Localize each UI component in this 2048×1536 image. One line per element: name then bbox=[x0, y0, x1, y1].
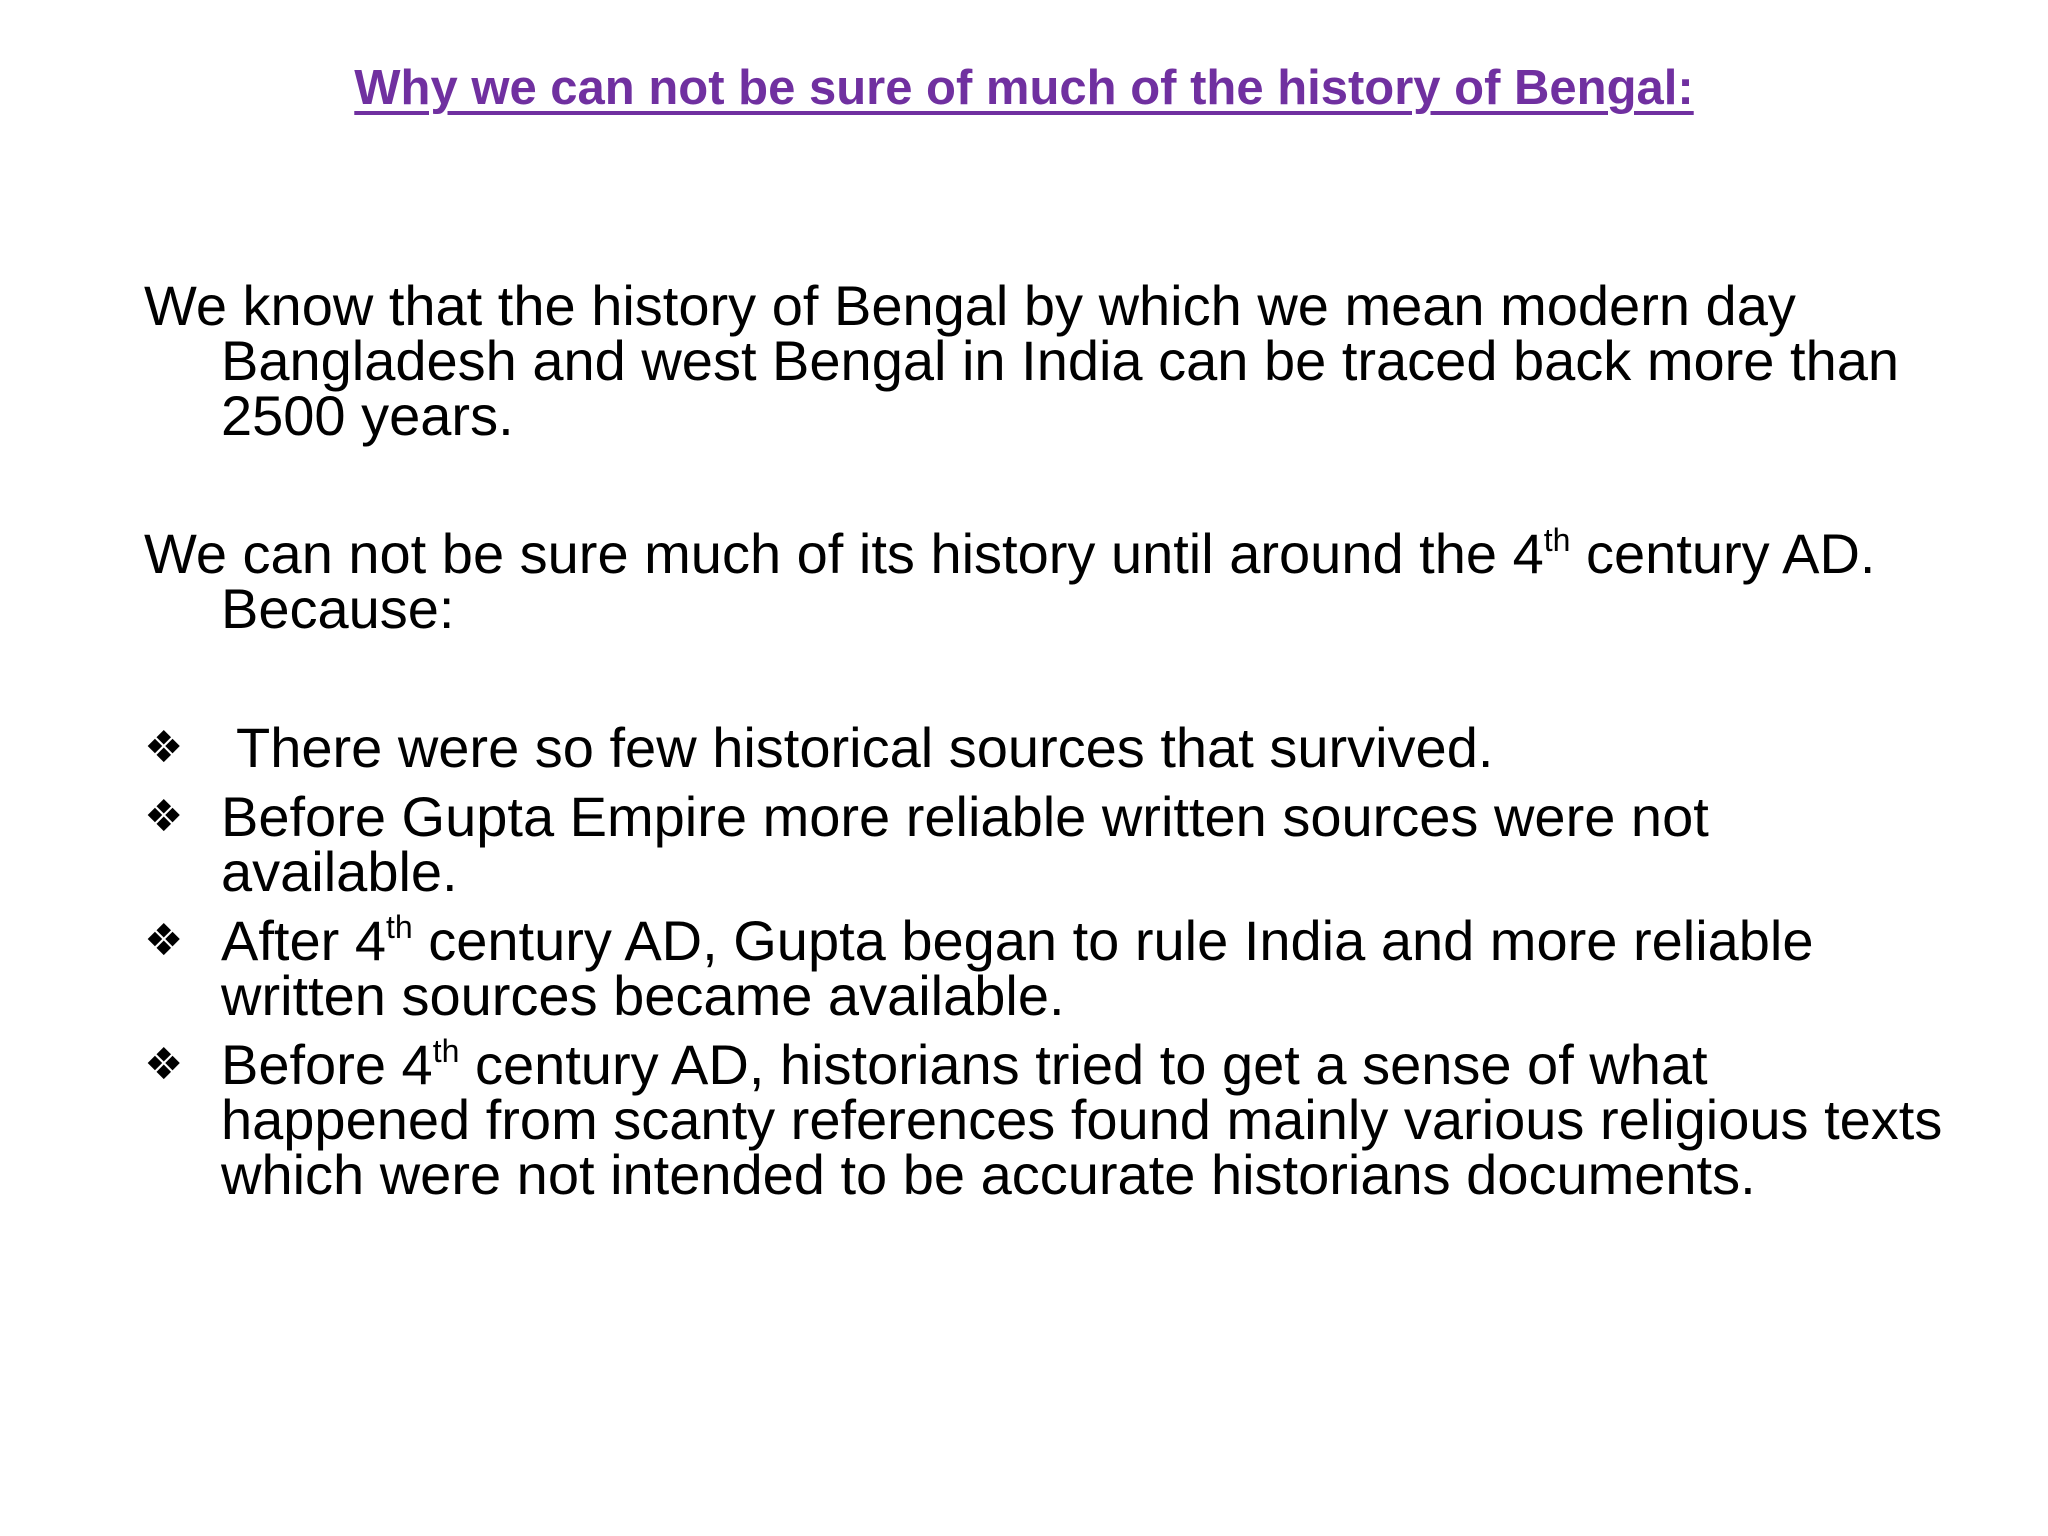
list-item-text-end: century AD, historians tried to get a sense of what happened from scanty references found mainly various religious texts which were not intended to be accurate historians documents. bbox=[221, 1033, 1943, 1206]
list-item bbox=[144, 1033, 1944, 1206]
diamond-bullet-icon: ❖ bbox=[144, 915, 184, 966]
paragraph-history-intro: We know that the history of Bengal by which we mean modern day Bangladesh and west Bengal in India can be traced back more than 2500 years. bbox=[144, 274, 1900, 447]
list-item bbox=[144, 716, 1944, 779]
list-item-text: After 4 bbox=[221, 909, 386, 972]
slide-title: Why we can not be sure of much of the history of Bengal: bbox=[354, 61, 1694, 115]
diamond-bullet-icon: ❖ bbox=[144, 1039, 184, 1090]
list-item bbox=[144, 909, 1944, 1027]
slide-body bbox=[144, 274, 1944, 1216]
list-item bbox=[144, 785, 1944, 903]
reasons-list bbox=[144, 716, 1944, 1206]
diamond-bullet-icon: ❖ bbox=[144, 722, 184, 773]
paragraph-uncertainty-text: We can not be sure much of its history until around the 4 bbox=[144, 522, 1544, 585]
list-item-text: Before 4 bbox=[221, 1033, 433, 1096]
list-item-text: There were so few historical sources that survived. bbox=[236, 716, 1494, 779]
paragraph-uncertainty bbox=[144, 522, 1944, 640]
ordinal-suffix: th bbox=[432, 1033, 460, 1069]
paragraph-uncertainty-text-end: century AD. Because: bbox=[221, 522, 1876, 640]
ordinal-suffix: th bbox=[385, 909, 413, 945]
diamond-bullet-icon: ❖ bbox=[144, 791, 184, 842]
list-item-text: Before Gupta Empire more reliable written sources were not available. bbox=[221, 785, 1709, 903]
list-item-text-end: century AD, Gupta began to rule India and more reliable written sources became available. bbox=[221, 909, 1814, 1027]
ordinal-suffix: th bbox=[1543, 522, 1571, 558]
